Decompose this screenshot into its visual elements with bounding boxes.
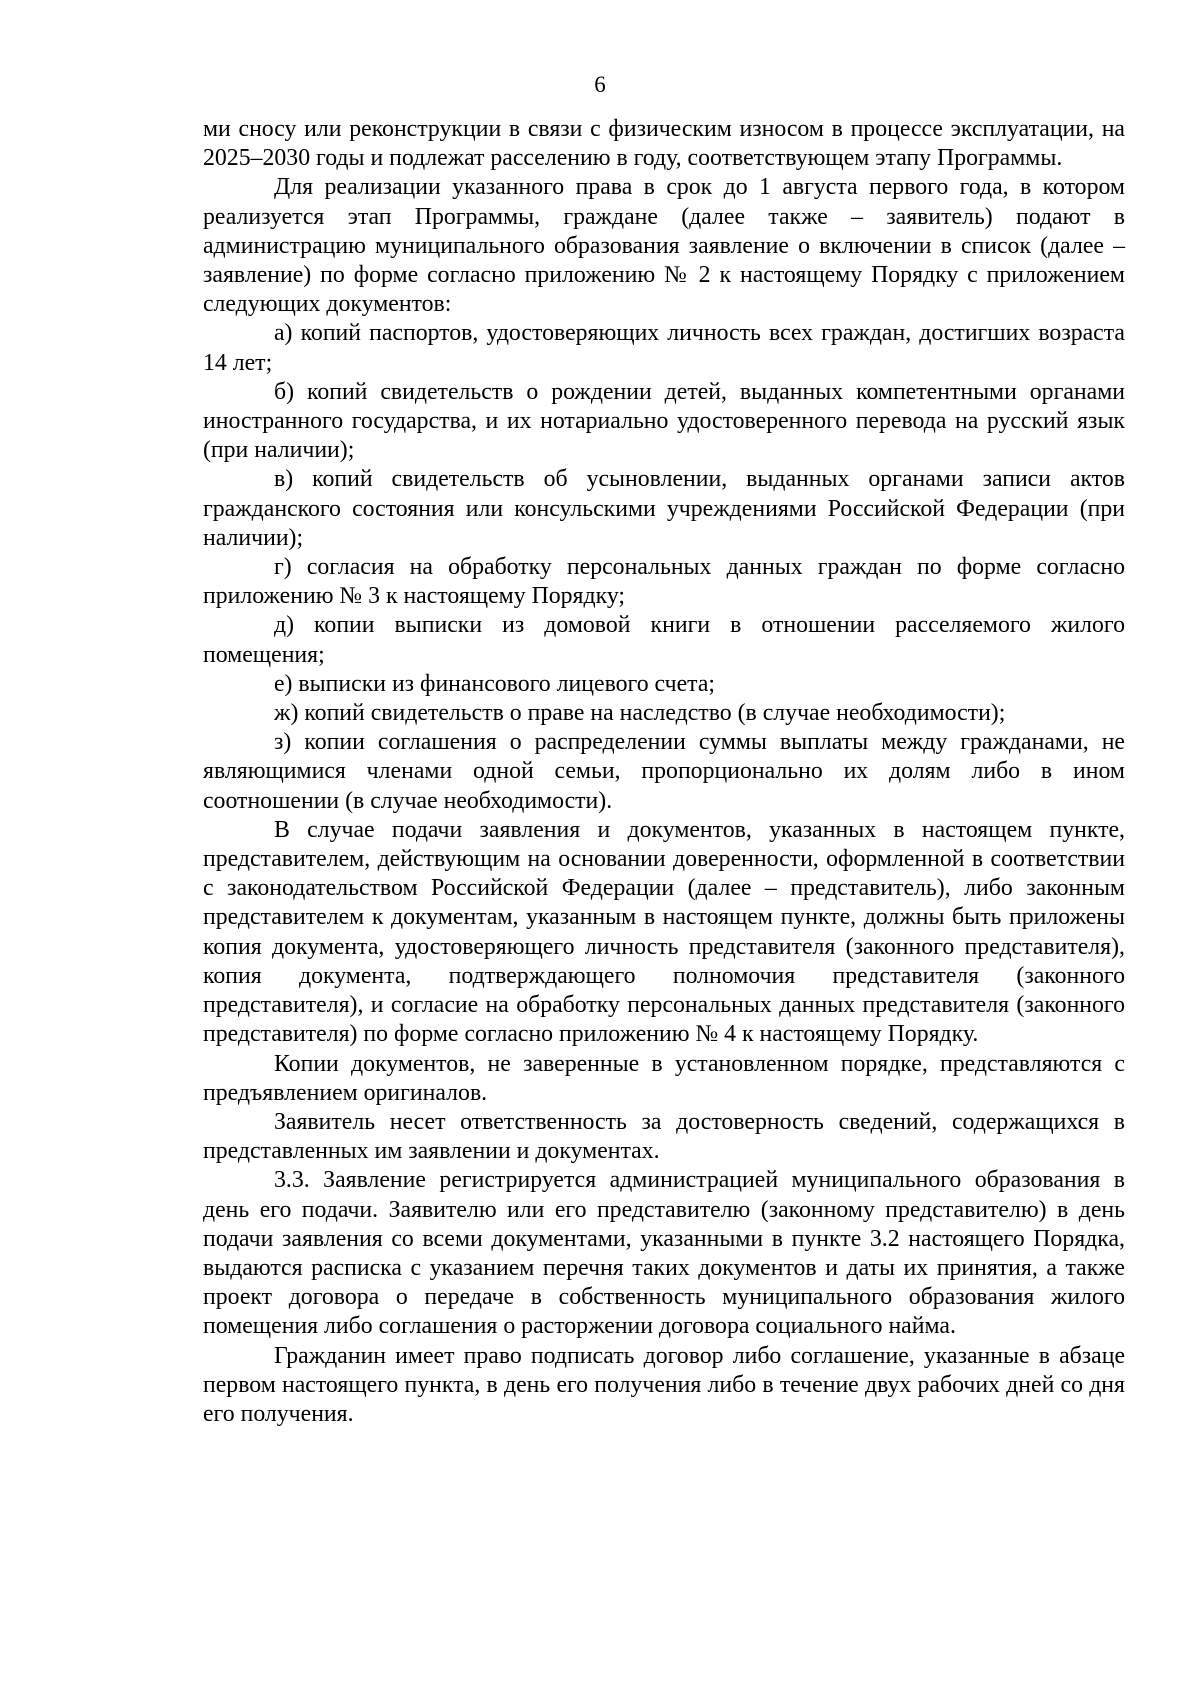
list-item: з) копии соглашения о распределении суммы выплаты между гражданами, не являющимися членами одной семьи, пропорционально их долям либо в ином соотношении (в случае необходимости). (203, 729, 1125, 814)
list-item: ж) копий свидетельств о праве на наследство (в случае необходимости); (274, 700, 1006, 727)
paragraph: Копии документов, не заверенные в установленном порядке, представляются с предъявлением оригиналов. (203, 1050, 1125, 1106)
page-number: 6 (594, 72, 606, 97)
list-item: е) выписки из финансового лицевого счета; (274, 670, 716, 697)
list-item: б) копий свидетельств о рождении детей, выданных компетентными органами иностранного государства, и их нотариально удостоверенного перевода на русский язык (при наличии); (203, 378, 1125, 464)
paragraph: ми сносу или реконструкции в связи с физическим износом в процессе эксплуатации, на 2025–2030 годы и подлежат расселению в году, соответствующем этапу Программы. (203, 116, 1125, 172)
list-item: г) согласия на обработку персональных данных граждан по форме согласно приложению № 3 к настоящему Порядку; (203, 554, 1125, 610)
paragraph: 3.3. Заявление регистрируется администрацией муниципального образования в день его подачи. Заявителю или его представителю (законному представителю) в день подачи заявления со всеми документами, указанными в пункте 3.2 настоящего Порядка, выдаются расписка с указанием перечня таких документов и даты их принятия, а также проект договора о передаче в собственность муниципального образования жилого помещения либо соглашения о расторжении договора социального найма. (203, 1167, 1125, 1340)
list-item: а) копий паспортов, удостоверяющих личность всех граждан, достигших возраста 14 лет; (203, 320, 1125, 376)
list-item: в) копий свидетельств об усыновлении, выданных органами записи актов гражданского состояния или консульскими учреждениями Российской Федерации (при наличии); (203, 466, 1125, 551)
paragraph: Гражданин имеет право подписать договор либо соглашение, указанные в абзаце первом настоящего пункта, в день его получения либо в течение двух рабочих дней со дня его получения. (203, 1342, 1125, 1427)
paragraph: Для реализации указанного права в срок до 1 августа первого года, в котором реализуется этап Программы, граждане (далее также – заявитель) подают в администрацию муниципального образования заявление о включении в список (далее – заявление) по форме согласно приложению № 2 к настоящему Порядку с приложением следующих документов: (203, 174, 1125, 318)
paragraph: Заявитель несет ответственность за достоверность сведений, содержащихся в представленных им заявлении и документах. (203, 1108, 1125, 1165)
paragraph: В случае подачи заявления и документов, указанных в настоящем пункте, представителем, действующим на основании доверенности, оформленной в соответствии с законодательством Российской Федерации (далее – представитель), либо законным представителем к документам, указанным в настоящем пункте, должны быть приложены копия документа, удостоверяющего личность представителя (законного представителя), копия документа, подтверждающего полномочия представителя (законного представителя), и согласие на обработку персональных данных представителя (законного представителя) по форме согласно приложению № 4 к настоящему Порядку. (203, 816, 1125, 1048)
list-item: д) копии выписки из домовой книги в отношении расселяемого жилого помещения; (203, 612, 1125, 668)
document-body (203, 115, 1125, 1429)
